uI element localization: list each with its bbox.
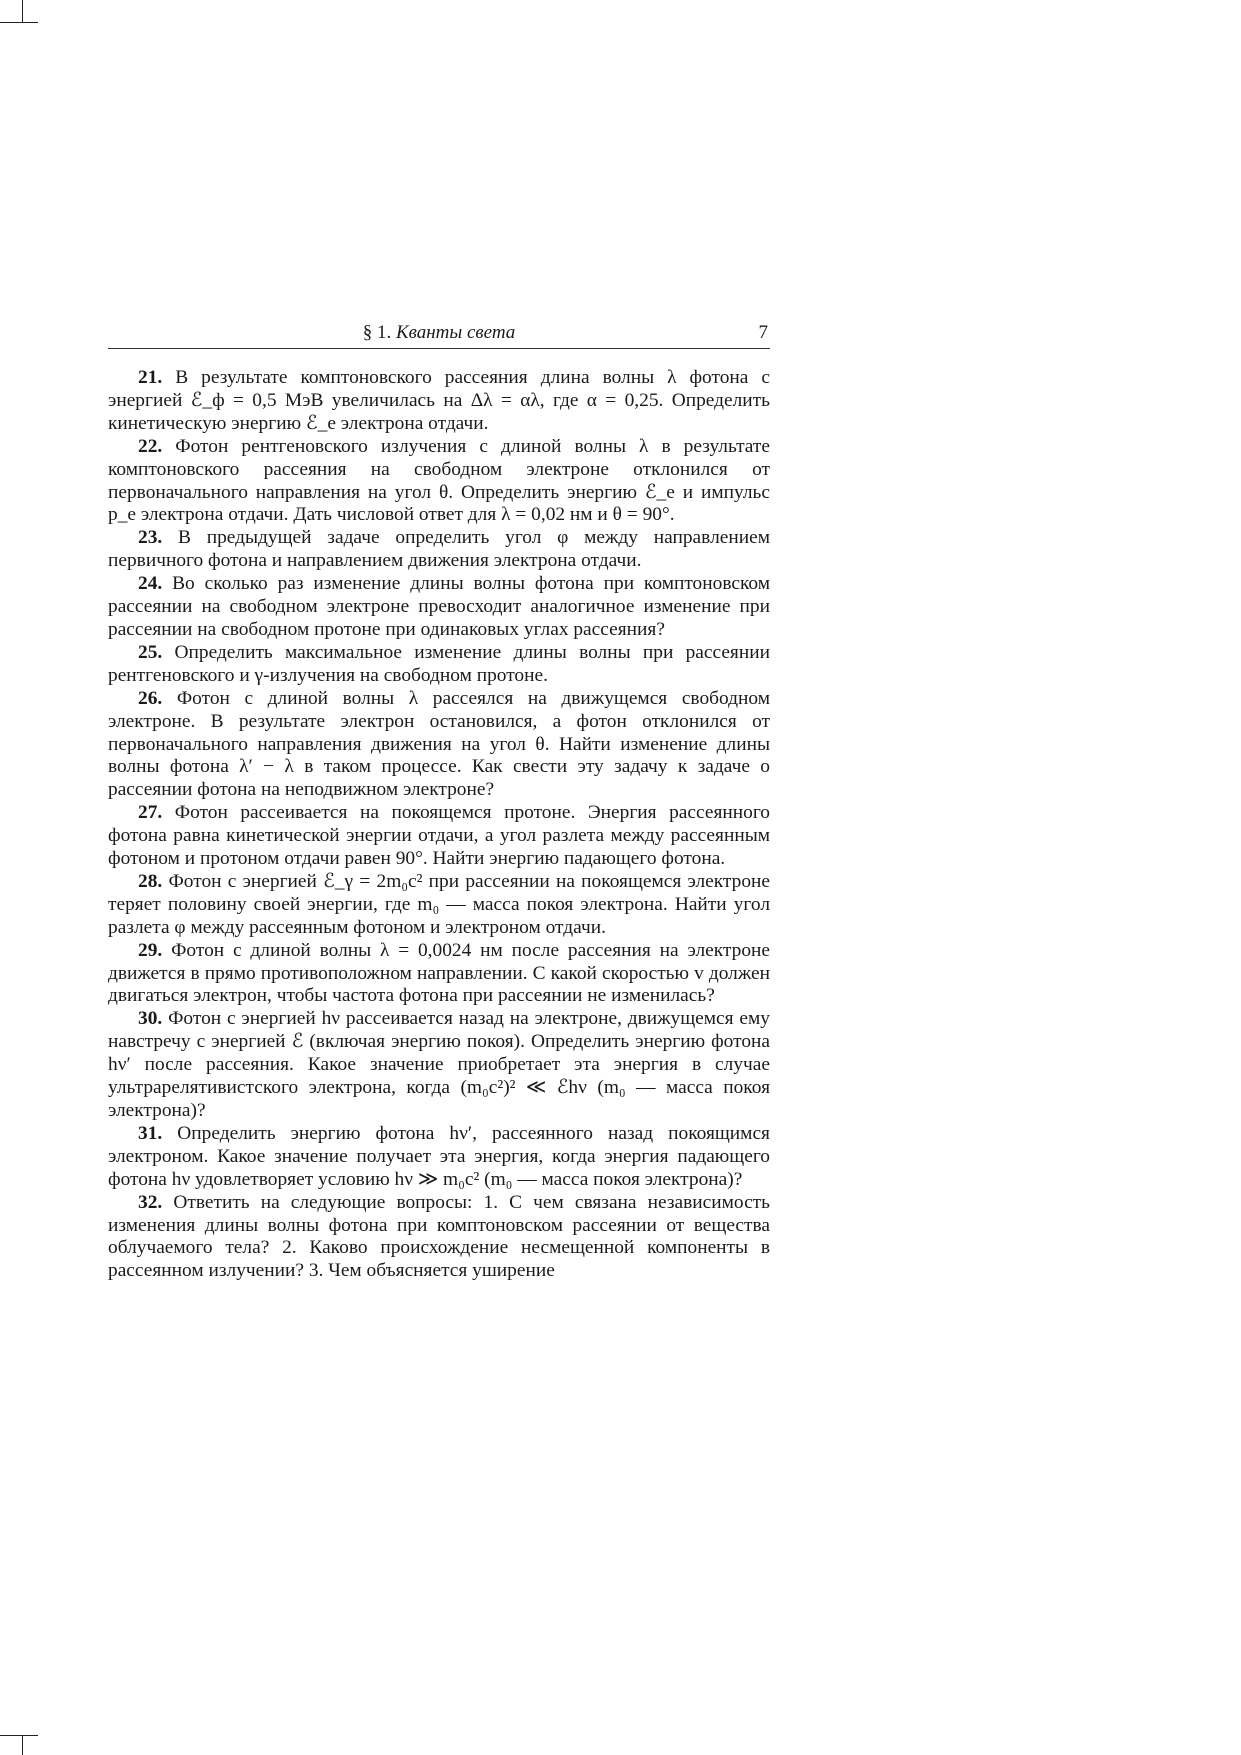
- problem-30: [108, 1008, 770, 1123]
- problem-number: 29.: [138, 939, 163, 961]
- problem-number: 23.: [138, 527, 163, 549]
- problem-24: [108, 573, 770, 642]
- problem-number: 27.: [138, 802, 163, 824]
- running-header: [108, 322, 770, 349]
- problem-31: [108, 1123, 770, 1192]
- problem-29: [108, 940, 770, 1009]
- crop-mark-top-vertical: [22, 0, 23, 22]
- problem-23: [108, 527, 770, 573]
- problem-text: Во сколько раз изменение длины волны фотона при комптоновском рассеянии на свободном электроне превосходит аналогичное изменение при рассеянии на свободном протоне при одинаковых углах рассеяния?: [108, 573, 771, 640]
- problem-number: 24.: [138, 573, 163, 595]
- problem-text: Фотон рассеивается на покоящемся протоне. Энергия рассеянного фотона равна кинетической энергии отдачи, а угол разлета между рассеянным фотоном и протоном отдачи равен 90°. Найти энергию падающего фотона.: [108, 802, 770, 870]
- problem-32: [108, 1192, 770, 1284]
- problem-text: Определить энергию фотона hν′, рассеянного назад покоящимся электроном. Какое значение получает эта энергия, когда энергия падающего фотона hν удовлетворяет условию hν ≫ m₀c² (m₀ — масса покоя электрона)?: [108, 1122, 770, 1190]
- problem-number: 22.: [138, 435, 163, 457]
- problem-number: 30.: [138, 1008, 163, 1030]
- problem-25: [108, 642, 770, 688]
- crop-mark-bottom-horizontal: [0, 1735, 38, 1736]
- page-number: 7: [758, 322, 768, 343]
- problem-text: Фотон с длиной волны λ рассеялся на движущемся свободном электроне. В результате электрон остановился, а фотон отклонился от первоначального направления движения на угол θ. Найти изменение длины волны фотона λ′ − λ в таком процессе. Как свести эту задачу к задаче о рассеянии фотона на неподвижном электроне?: [108, 687, 770, 801]
- problem-number: 26.: [138, 687, 163, 709]
- problem-number: 25.: [138, 641, 163, 663]
- problem-28: [108, 871, 770, 940]
- problem-text: Фотон рентгеновского излучения с длиной волны λ в результате комптоновского рассеяния на свободном электроне отклонился от первоначального направления на угол θ. Определить энергию ℰ_e и импульс p_e электрона отдачи. Дать числовой ответ для λ = 0,02 нм и θ = 90°.: [108, 435, 770, 526]
- section-title: Кванты света: [395, 322, 516, 343]
- problem-text: Фотон с энергией ℰ_γ = 2m₀c² при рассеянии на покоящемся электроне теряет половину своей энергии, где m₀ — масса покоя электрона. Найти угол разлета φ между рассеянным фотоном и электроном отдачи.: [108, 870, 770, 938]
- problem-number: 32.: [138, 1191, 163, 1213]
- crop-mark-bottom-vertical: [22, 1735, 23, 1755]
- problem-text: В результате комптоновского рассеяния длина волны λ фотона с энергией ℰ_ф = 0,5 МэВ увеличилась на Δλ = αλ, где α = 0,25. Определить кинетическую энергию ℰ_e электрона отдачи.: [108, 367, 770, 434]
- problem-text: Фотон с длиной волны λ = 0,0024 нм после рассеяния на электроне движется в прямо противоположном направлении. С какой скоростью v должен двигаться электрон, чтобы частота фотона при рассеянии не изменилась?: [108, 939, 770, 1007]
- problem-text: В предыдущей задаче определить угол φ между направлением первичного фотона и направлением движения электрона отдачи.: [108, 527, 770, 572]
- problem-22: [108, 436, 770, 528]
- crop-mark-top-horizontal: [0, 22, 38, 23]
- problem-21: [108, 367, 770, 436]
- section-heading: [108, 322, 770, 344]
- problem-number: 21.: [138, 367, 163, 388]
- problem-list: [108, 367, 770, 1283]
- problem-text: Определить максимальное изменение длины волны при рассеянии рентгеновского и γ-излучения на свободном протоне.: [108, 641, 770, 686]
- problem-26: [108, 688, 770, 803]
- problem-number: 31.: [138, 1122, 163, 1144]
- problem-27: [108, 802, 770, 871]
- problem-number: 28.: [138, 870, 163, 892]
- problem-text: Ответить на следующие вопросы: 1. С чем связана независимость изменения длины волны фотона при комптоновском рассеянии от вещества облучаемого тела? 2. Каково происхождение несмещенной компоненты в рассеянном излучении? 3. Чем объясняется уширение: [108, 1191, 770, 1282]
- section-symbol: § 1.: [362, 322, 392, 343]
- problem-text: Фотон с энергией hν рассеивается назад на электроне, движущемся ему навстречу с энергией ℰ (включая энергию покоя). Определить энергию фотона hν′ после рассеяния. Какое значение приобретает эта энергия в случае ультрарелятивистского электрона, когда (m₀c²)² ≪ ℰhν (m₀ — масса покоя электрона)?: [108, 1008, 770, 1121]
